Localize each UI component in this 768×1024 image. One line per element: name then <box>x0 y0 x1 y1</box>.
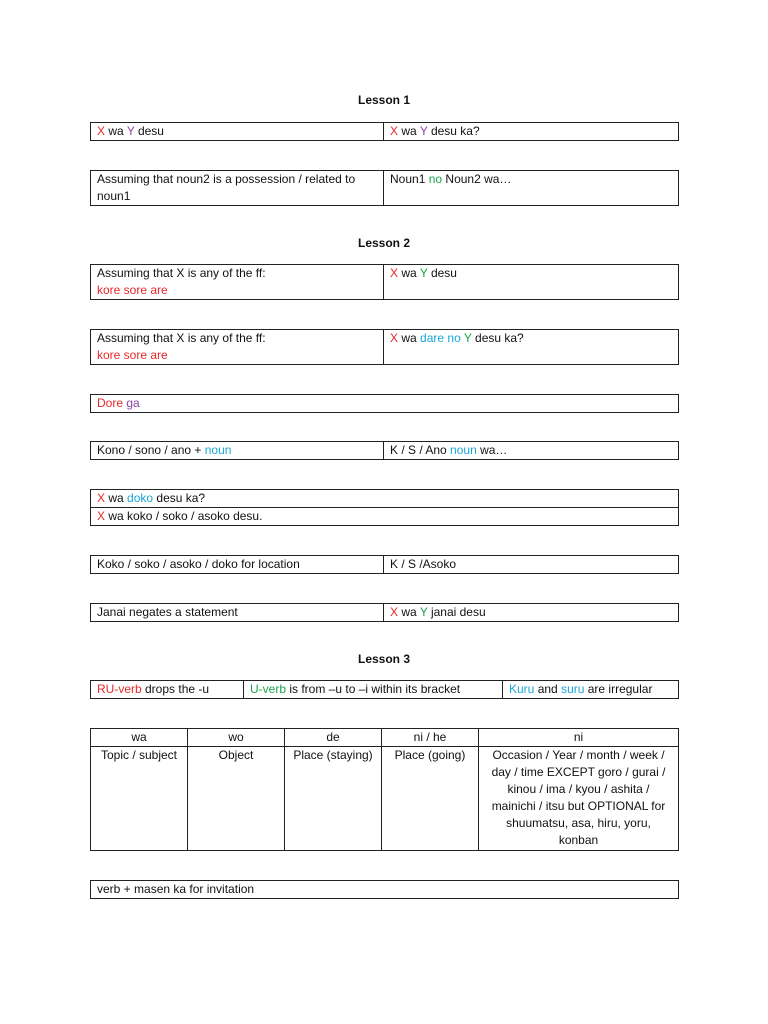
pattern-cell: X wa dare no Y desu ka? <box>384 330 679 365</box>
demonstratives: kore sore are <box>97 348 168 362</box>
table-cell: Place (going) <box>382 747 479 851</box>
noun-token: noun <box>450 443 477 457</box>
pattern-cell: K / S / Ano noun wa… <box>384 442 679 460</box>
pattern-cell: Noun1 no Noun2 wa… <box>384 171 679 206</box>
lesson1-pattern-table <box>90 122 679 141</box>
rule-description: Assuming that X is any of the ff: kore sore are <box>91 330 384 365</box>
u-verb-token: U-verb <box>250 682 287 696</box>
lesson2-kono-table <box>90 441 679 460</box>
table-cell: Topic / subject <box>91 747 188 851</box>
lesson1-possession-table <box>90 170 679 206</box>
y-token: Y <box>126 124 135 138</box>
lesson-1-heading: Lesson 1 <box>357 93 411 107</box>
x-token: X <box>390 331 399 345</box>
noun-token: noun <box>204 443 232 457</box>
y-token: Y <box>419 266 428 280</box>
pattern-cell: X wa Y janai desu <box>384 604 679 622</box>
rule-description: Kono / sono / ano + noun <box>91 442 384 460</box>
table-header: de <box>285 729 382 747</box>
x-token: X <box>390 124 399 138</box>
rule-description: Koko / soko / asoko / doko for location <box>91 556 384 574</box>
pattern-cell: K / S /Asoko <box>384 556 679 574</box>
answer-cell: X wa koko / soko / asoko desu. <box>91 508 679 526</box>
irregular-cell: Kuru and suru are irregular <box>503 681 679 699</box>
lesson3-verb-table <box>90 680 679 699</box>
y-token: Y <box>463 331 472 345</box>
lesson2-kore-table <box>90 264 679 300</box>
demonstratives: kore sore are <box>97 283 168 297</box>
lesson-3-heading: Lesson 3 <box>357 652 411 666</box>
suru-token: suru <box>561 682 585 696</box>
rule-description: Janai negates a statement <box>91 604 384 622</box>
lesson2-dore-table <box>90 394 679 413</box>
lesson2-janai-table <box>90 603 679 622</box>
invitation-table <box>90 880 679 899</box>
dore-token: Dore <box>97 396 124 410</box>
ga-token: ga <box>126 396 140 410</box>
x-token: X <box>97 491 106 505</box>
pattern-cell: X wa Y desu <box>91 123 384 141</box>
kuru-token: Kuru <box>509 682 535 696</box>
table-cell: Object <box>188 747 285 851</box>
table-header: wa <box>91 729 188 747</box>
lesson2-doko-table <box>90 489 679 526</box>
ru-verb-cell: RU-verb drops the -u <box>91 681 244 699</box>
rule-description: Assuming that noun2 is a possession / related to noun1 <box>91 171 384 206</box>
no-token: no <box>447 331 461 345</box>
pattern-cell <box>91 395 679 413</box>
y-token: Y <box>419 124 428 138</box>
question-cell: X wa doko desu ka? <box>91 490 679 508</box>
y-token: Y <box>419 605 428 619</box>
table-header: ni / he <box>382 729 479 747</box>
rule-description: Assuming that X is any of the ff: kore sore are <box>91 265 384 300</box>
table-cell: Place (staying) <box>285 747 382 851</box>
table-header: wo <box>188 729 285 747</box>
lesson-2-heading: Lesson 2 <box>357 236 411 250</box>
rule-description: verb + masen ka for invitation <box>91 881 679 899</box>
pattern-cell: X wa Y desu ka? <box>384 123 679 141</box>
lesson2-location-table <box>90 555 679 574</box>
ru-verb-token: RU-verb <box>97 682 142 696</box>
table-header: ni <box>479 729 679 747</box>
lesson2-dare-table <box>90 329 679 365</box>
no-token: no <box>428 172 443 186</box>
u-verb-cell: U-verb is from –u to –i within its bracket <box>244 681 503 699</box>
pattern-cell: X wa Y desu <box>384 265 679 300</box>
x-token: X <box>97 124 106 138</box>
x-token: X <box>390 266 399 280</box>
x-token: X <box>97 509 106 523</box>
table-cell: Occasion / Year / month / week / day / time EXCEPT goro / gurai / kinou / ima / kyou / ashita / mainichi / itsu but OPTIONAL for shuumatsu, asa, hiru, yoru, konban <box>479 747 679 851</box>
particles-table <box>90 728 679 851</box>
dare-token: dare <box>420 331 445 345</box>
x-token: X <box>390 605 399 619</box>
doko-token: doko <box>127 491 154 505</box>
